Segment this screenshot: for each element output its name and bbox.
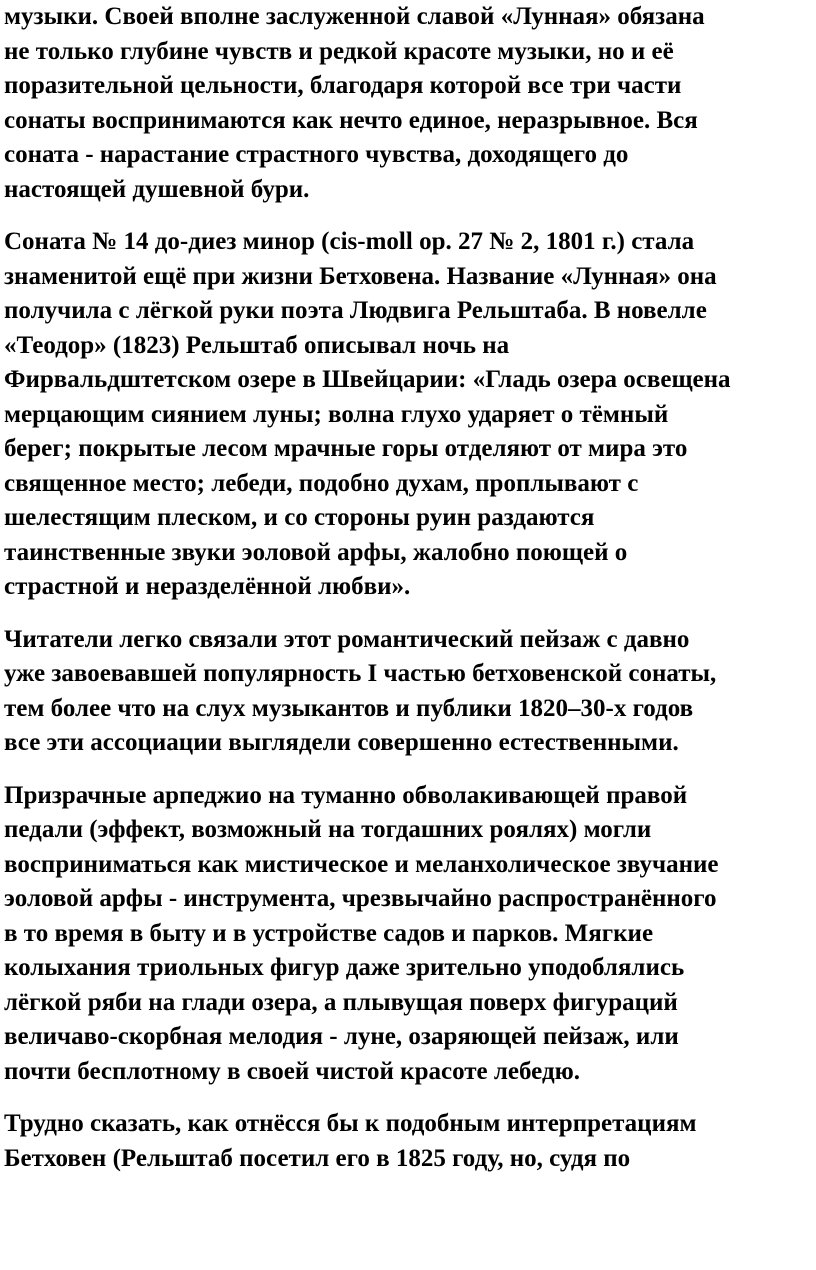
text-line: педали (эффект, возможный на тогдашних роялях) могли xyxy=(4,816,652,843)
text-line: в то время в быту и в устройстве садов и парков. Мягкие xyxy=(4,919,654,947)
text-line: лёгкой ряби на глади озера, а плывущая поверх фигураций xyxy=(4,988,678,1016)
text-line: соната - нарастание страстного чувства, доходящего до xyxy=(4,141,629,168)
text-line: поразительной цельности, благодаря которой все три части xyxy=(4,72,682,99)
text-line: получила с лёгкой руки поэта Людвига Рельштаба. В новелле xyxy=(4,297,707,324)
text-line: эоловой арфы - инструмента, чрезвычайно распространённого xyxy=(4,885,717,912)
text-line: шелестящим плеском, и со стороны руин раздаются xyxy=(4,504,595,531)
text-line: не только глубине чувств и редкой красоте музыки, но и её xyxy=(4,37,674,65)
text-line: Призрачные арпеджио на туманно обволакивающей правой xyxy=(4,781,688,809)
text-line: мерцающим сиянием луны; волна глухо ударяет о тёмный xyxy=(4,400,669,428)
paragraph-3 xyxy=(4,623,812,761)
text-line: знаменитой ещё при жизни Бетховена. Название «Лунная» она xyxy=(4,262,717,290)
text-line: музыки. Своей вполне заслуженной славой «Лунная» обязана xyxy=(4,3,705,30)
paragraph-2 xyxy=(4,225,812,605)
text-line: священное место; лебеди, подобно духам, проплывают с xyxy=(4,469,639,497)
text-line: «Теодор» (1823) Рельштаб описывал ночь на xyxy=(4,331,510,359)
text-line: страстной и неразделённой любви». xyxy=(4,573,411,600)
text-line: колыхания триольных фигур даже зрительно уподоблялись xyxy=(4,954,685,981)
text-line: почти бесплотному в своей чистой красоте лебедю. xyxy=(4,1057,580,1085)
text-line: таинственные звуки эоловой арфы, жалобно поющей о xyxy=(4,538,628,566)
paragraph-1 xyxy=(4,0,812,207)
text-line: берег; покрытые лесом мрачные горы отделяют от мира это xyxy=(4,435,688,462)
text-line: тем более что на слух музыкантов и публики 1820–30-х годов xyxy=(4,694,694,722)
paragraph-4 xyxy=(4,779,812,1090)
text-line: Читатели легко связали этот романтический пейзаж с давно xyxy=(4,625,690,653)
text-line: уже завоевавшей популярность I частью бетховенской сонаты, xyxy=(4,660,717,687)
text-line: настоящей душевной бури. xyxy=(4,175,310,203)
text-line: Фирвальдштетском озере в Швейцарии: «Гладь озера освещена xyxy=(4,366,731,393)
text-line: сонаты воспринимаются как нечто единое, неразрывное. Вся xyxy=(4,106,698,134)
text-line: восприниматься как мистическое и меланхолическое звучание xyxy=(4,850,719,878)
text-line: Соната № 14 до-диез минор (cis-moll op. 27 № 2, 1801 г.) стала xyxy=(4,228,695,255)
text-line: Трудно сказать, как отнёсся бы к подобным интерпретациям xyxy=(4,1110,697,1137)
paragraph-5 xyxy=(4,1107,812,1176)
text-line: все эти ассоциации выглядели совершенно естественными. xyxy=(4,729,679,756)
text-line: величаво-скорбная мелодия - луне, озаряющей пейзаж, или xyxy=(4,1023,679,1050)
text-line: Бетховен (Рельштаб посетил его в 1825 году, но, судя по xyxy=(4,1144,631,1172)
